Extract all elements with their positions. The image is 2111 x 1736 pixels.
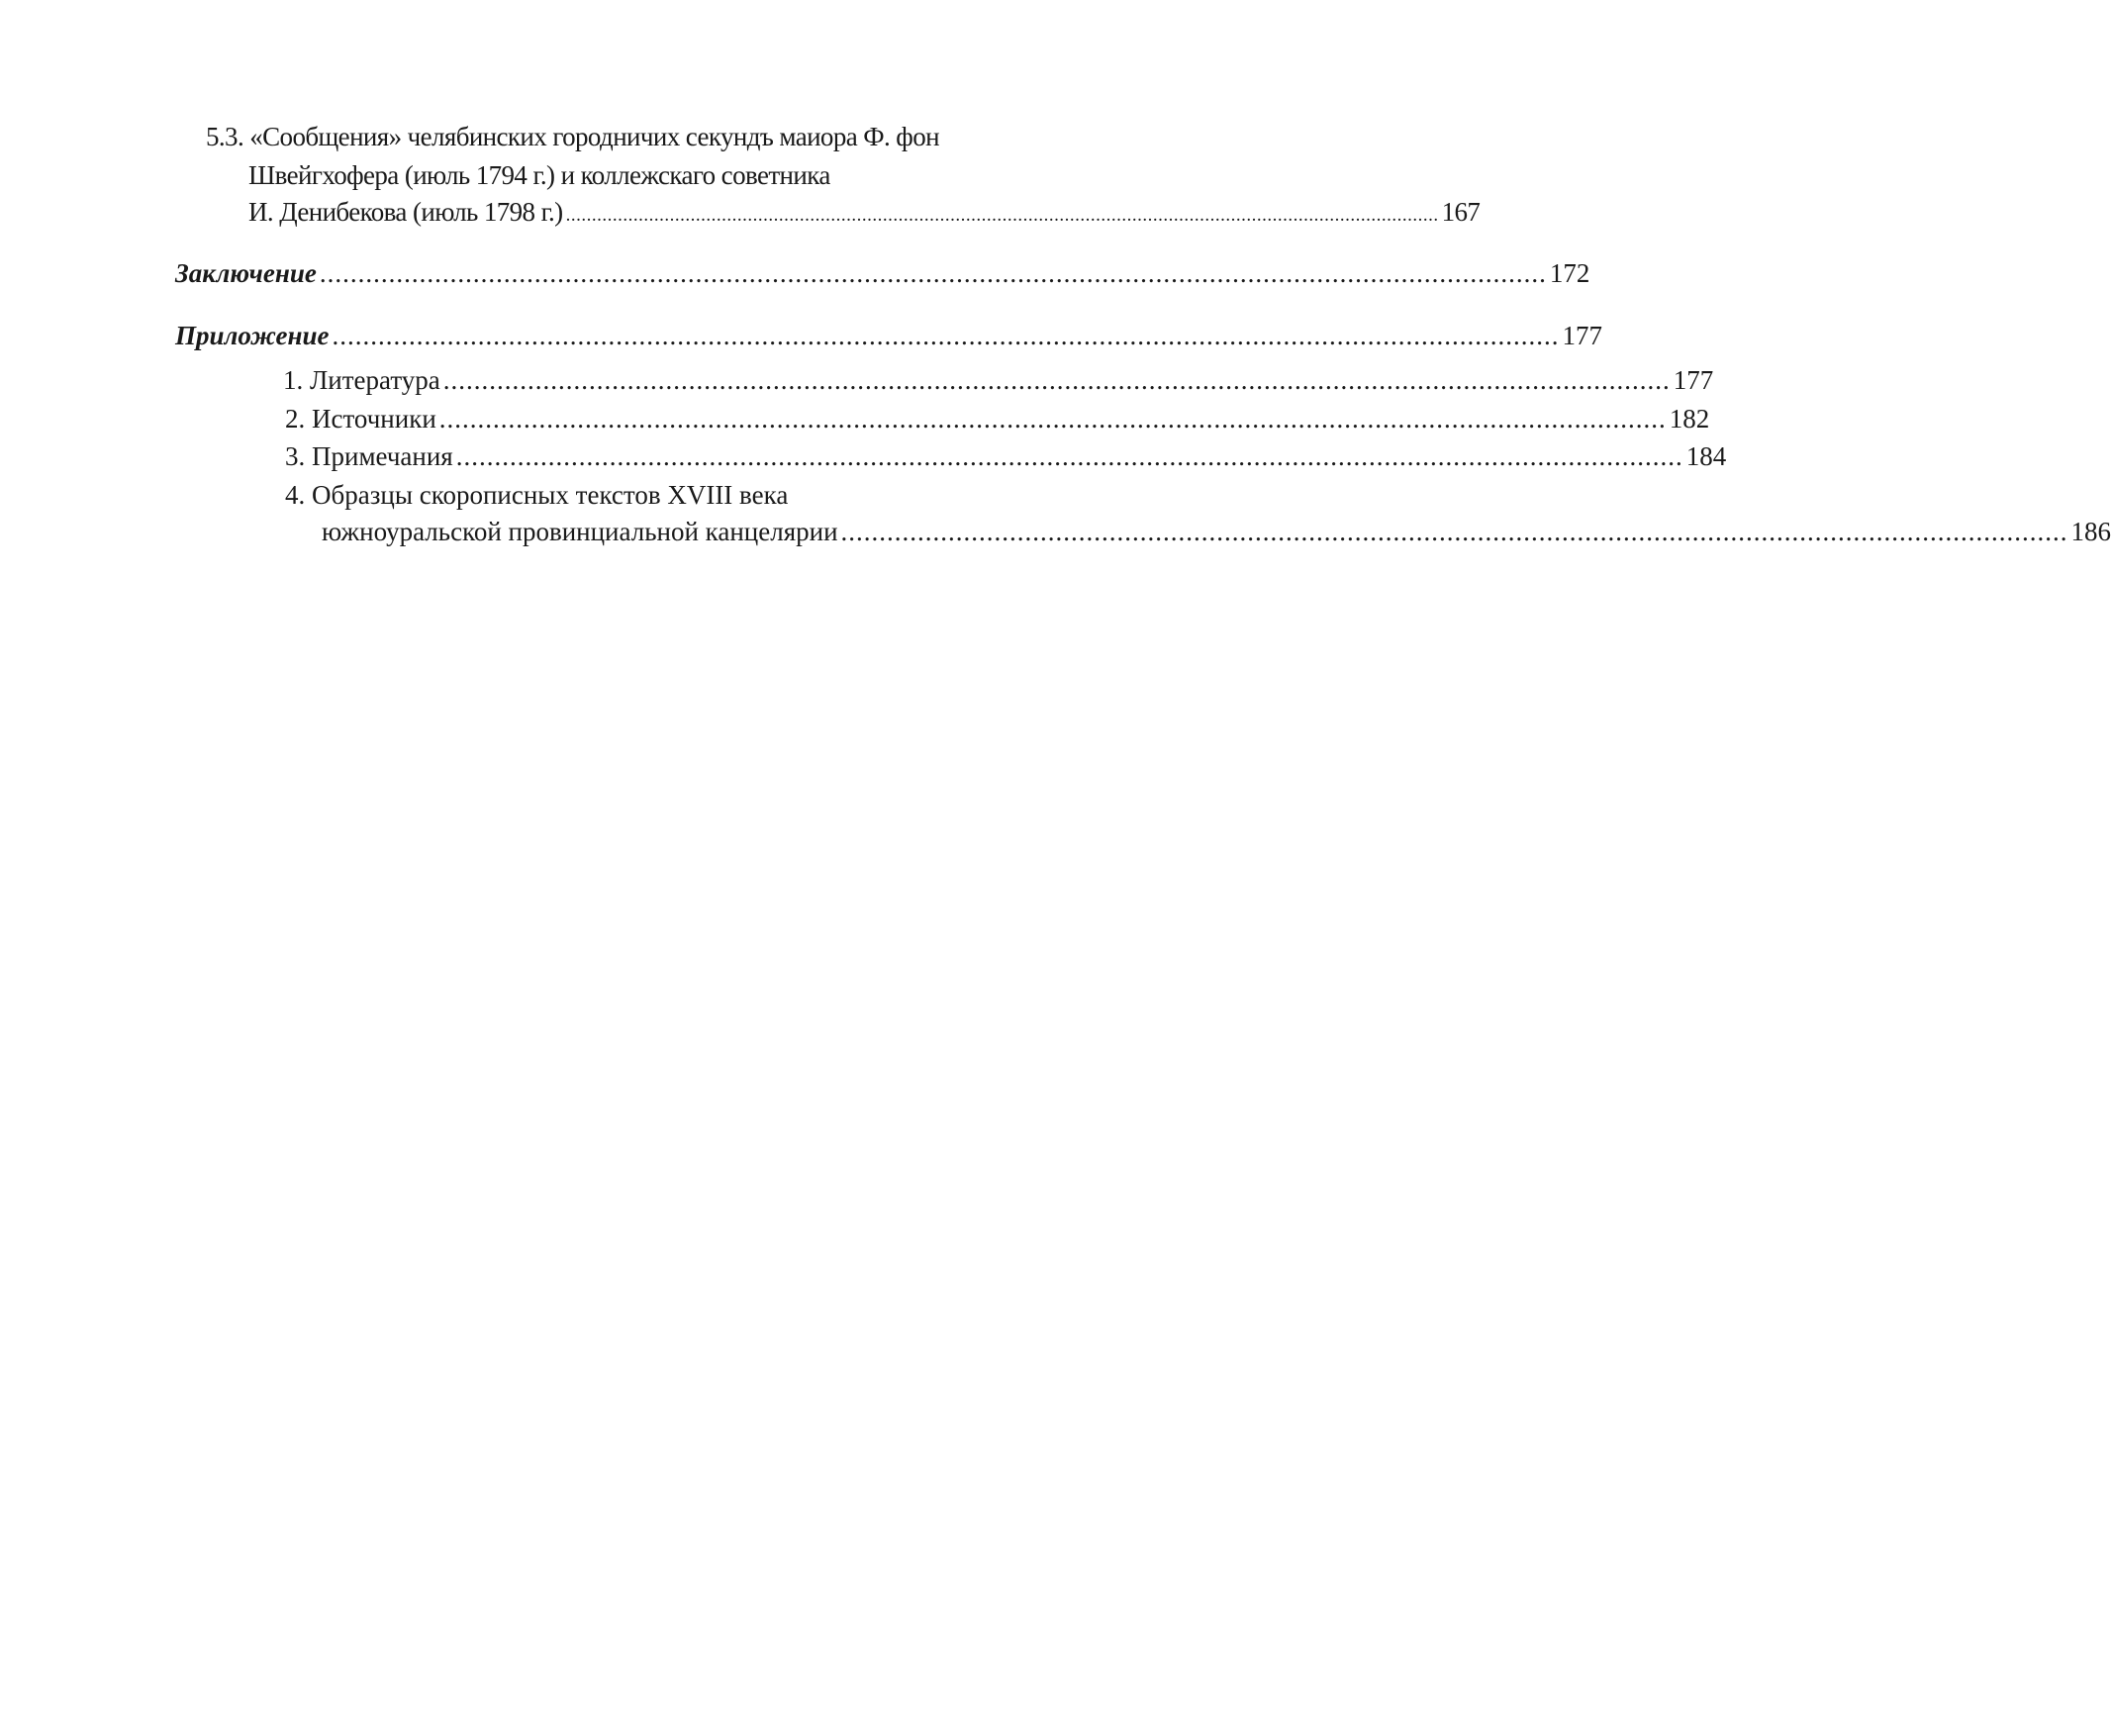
toc-entry-5-3-line-2 <box>248 156 830 194</box>
dot-leader: ................................................................................................................................................................ <box>455 441 1683 471</box>
dot-leader: ................................................................................................................................................................ <box>840 517 2068 546</box>
toc-page-number: 184 <box>1685 441 1727 471</box>
toc-entry-notes <box>285 437 1727 475</box>
toc-entry-text: И. Денибекова (июль 1798 г.) <box>248 197 563 227</box>
toc-entry-appendix <box>175 317 1603 354</box>
toc-page-number: 167 <box>1441 197 1481 227</box>
toc-entry-samples-line-2 <box>322 513 2111 550</box>
toc-entry-sources <box>285 400 1710 437</box>
toc-entry-text: 3. Примечания <box>285 441 453 471</box>
toc-entry-5-3-line-1 <box>206 118 939 155</box>
toc-heading: Заключение <box>175 258 317 288</box>
toc-entry-text: Швейгхофера (июль 1794 г.) и коллежскаго советника <box>248 160 830 190</box>
toc-entry-literature <box>283 361 1714 399</box>
dot-leader: ................................................................................................................................................................ <box>438 404 1667 434</box>
dot-leader: ........................................................................................................................................................................ <box>565 205 1439 226</box>
toc-entry-samples-line-1 <box>285 476 788 514</box>
toc-page-number: 177 <box>1562 321 1603 350</box>
toc-page-number: 172 <box>1549 258 1590 288</box>
dot-leader: ................................................................................................................................................................ <box>332 321 1560 350</box>
toc-heading: Приложение <box>175 321 330 350</box>
dot-leader: ................................................................................................................................................................ <box>319 258 1547 288</box>
dot-leader: ................................................................................................................................................................ <box>442 365 1671 395</box>
toc-entry-text: 1. Литература <box>283 365 440 395</box>
toc-page-number: 177 <box>1673 365 1714 395</box>
toc-page-number: 186 <box>2070 517 2111 546</box>
toc-entry-text: южноуральской провинциальной канцелярии <box>322 517 838 546</box>
toc-entry-conclusion <box>175 254 1590 292</box>
toc-entry-text: 4. Образцы скорописных текстов XVIII века <box>285 480 789 510</box>
toc-entry-5-3-line-3 <box>248 193 1481 235</box>
toc-entry-text: 5.3. «Сообщения» челябинских городничих секундъ маиора Ф. фон <box>206 122 939 151</box>
toc-page-number: 182 <box>1669 404 1710 434</box>
toc-entry-text: 2. Источники <box>285 404 436 434</box>
